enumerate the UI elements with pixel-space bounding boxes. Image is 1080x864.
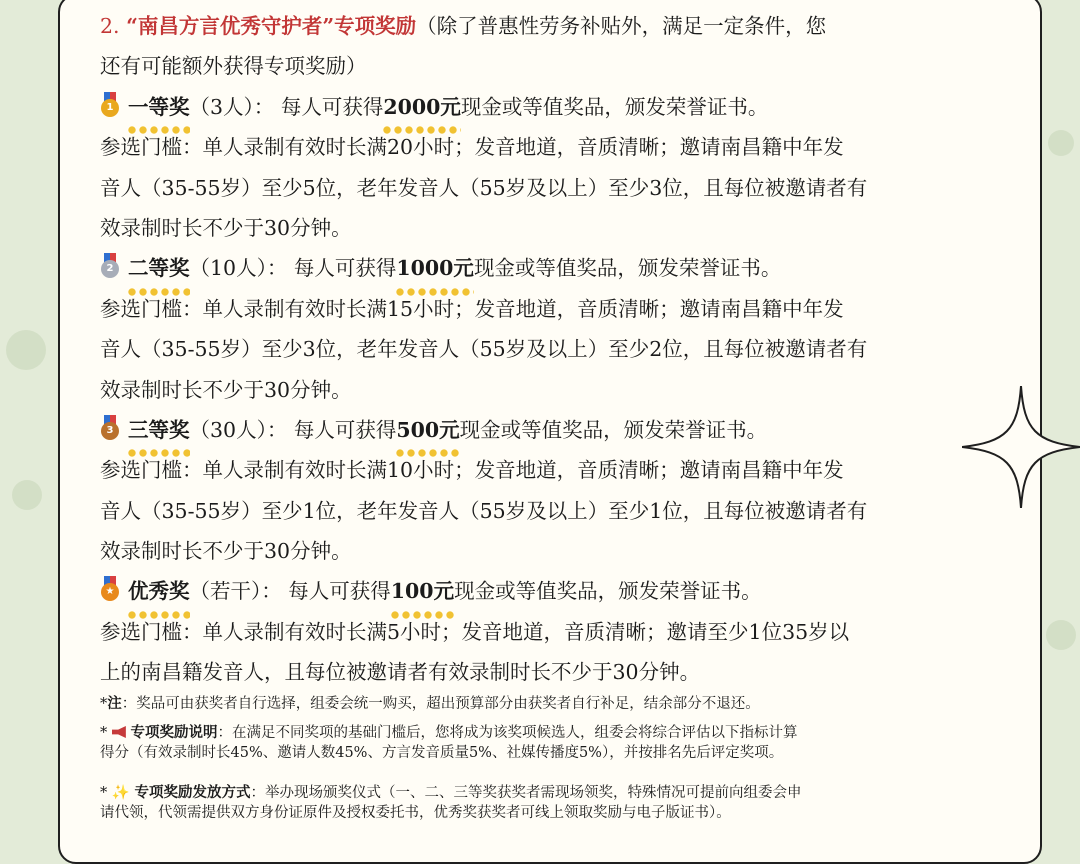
award-criteria: 参选门槛：单人录制有效时长满10小时；发音地道，音质清晰；邀请南昌籍中年发 bbox=[100, 458, 844, 483]
note-distribution: * ✨ 专项奖励发放方式：举办现场颁奖仪式（一、二、三等奖获奖者需现场领奖，特殊情况可提前向组委会申 请代领，代领需提供双方身份证原件及授权委托书，优秀奖获奖者可线上领取奖励与电子版证书）。 bbox=[100, 784, 802, 821]
section-heading bbox=[100, 6, 980, 46]
note-label: 专项奖励说明 bbox=[130, 724, 218, 741]
award-amount: 2000元 bbox=[383, 87, 461, 127]
bronze-medal-icon: 3 bbox=[100, 415, 120, 441]
award-name: 一等奖 bbox=[128, 87, 190, 127]
sparkles-icon: ✨ bbox=[111, 785, 130, 801]
megaphone-icon bbox=[112, 726, 126, 738]
star-medal-icon: ★ bbox=[100, 576, 120, 602]
note-prizes: *注：奖品可由获奖者自行选择，组委会统一购买，超出预算部分由获奖者自行补足，结余部分不退还。 bbox=[100, 695, 760, 712]
section-desc-line2: 还有可能额外获得专项奖励） bbox=[100, 54, 367, 79]
award-criteria: 效录制时长不少于30分钟。 bbox=[100, 377, 352, 402]
award-criteria: 效录制时长不少于30分钟。 bbox=[100, 215, 352, 240]
award-criteria: 参选门槛：单人录制有效时长满15小时；发音地道，音质清晰；邀请南昌籍中年发 bbox=[100, 296, 844, 321]
award-third-line: 3 三等奖（30人）： 每人可获得500元现金或等值奖品，颁发荣誉证书。 bbox=[100, 410, 980, 450]
awards-content bbox=[100, 6, 980, 693]
award-criteria: 音人（35-55岁）至少1位，老年发音人（55岁及以上）至少1位，且每位被邀请者有 bbox=[100, 498, 868, 523]
award-name: 优秀奖 bbox=[128, 571, 190, 611]
award-criteria: 音人（35-55岁）至少5位，老年发音人（55岁及以上）至少3位，且每位被邀请者有 bbox=[100, 175, 868, 200]
section-desc: （除了普惠性劳务补贴外，满足一定条件，您 bbox=[416, 14, 827, 38]
gold-medal-icon: 1 bbox=[100, 92, 120, 118]
award-criteria: 参选门槛：单人录制有效时长满5小时；发音地道，音质清晰；邀请至少1位35岁以 bbox=[100, 619, 850, 644]
award-amount: 100元 bbox=[391, 571, 454, 611]
section-number: 2. bbox=[100, 14, 127, 38]
section-title: “南昌方言优秀守护者”专项奖励 bbox=[126, 14, 417, 38]
award-criteria: 上的南昌籍发音人，且每位被邀请者有效录制时长不少于30分钟。 bbox=[100, 660, 701, 685]
award-criteria: 参选门槛：单人录制有效时长满20小时；发音地道，音质清晰；邀请南昌籍中年发 bbox=[100, 135, 844, 160]
award-criteria: 音人（35-55岁）至少3位，老年发音人（55岁及以上）至少2位，且每位被邀请者有 bbox=[100, 337, 868, 362]
bg-dot bbox=[12, 480, 42, 510]
bg-dot bbox=[6, 330, 46, 370]
award-name: 三等奖 bbox=[128, 410, 190, 450]
award-amount: 1000元 bbox=[396, 248, 474, 288]
bg-dot bbox=[1048, 130, 1074, 156]
award-criteria: 效录制时长不少于30分钟。 bbox=[100, 539, 352, 564]
award-amount: 500元 bbox=[396, 410, 459, 450]
award-count: （3人） bbox=[189, 94, 254, 119]
award-name: 二等奖 bbox=[128, 248, 190, 288]
note-label: 专项奖励发放方式 bbox=[134, 784, 251, 801]
award-count: （30人） bbox=[189, 417, 267, 442]
award-second-line: 2 二等奖（10人）： 每人可获得1000元现金或等值奖品，颁发荣誉证书。 bbox=[100, 248, 980, 288]
award-first-line: 1 一等奖（3人）： 每人可获得2000元现金或等值奖品，颁发荣誉证书。 bbox=[100, 87, 980, 127]
silver-medal-icon: 2 bbox=[100, 253, 120, 279]
award-excellence-line: ★ 优秀奖（若干）： 每人可获得100元现金或等值奖品，颁发荣誉证书。 bbox=[100, 571, 980, 611]
award-count: （若干） bbox=[189, 579, 262, 604]
note-special-award: * 专项奖励说明：在满足不同奖项的基础门槛后，您将成为该奖项候选人，组委会将综合评估以下指标计算 得分（有效录制时长45%、邀请人数45%、方言发音质量5%、社媒传播度5%），并按排名先后评定奖项。 bbox=[100, 724, 798, 761]
note-label: 注 bbox=[107, 695, 122, 712]
bg-dot bbox=[1046, 620, 1076, 650]
award-count: （10人） bbox=[189, 256, 267, 281]
